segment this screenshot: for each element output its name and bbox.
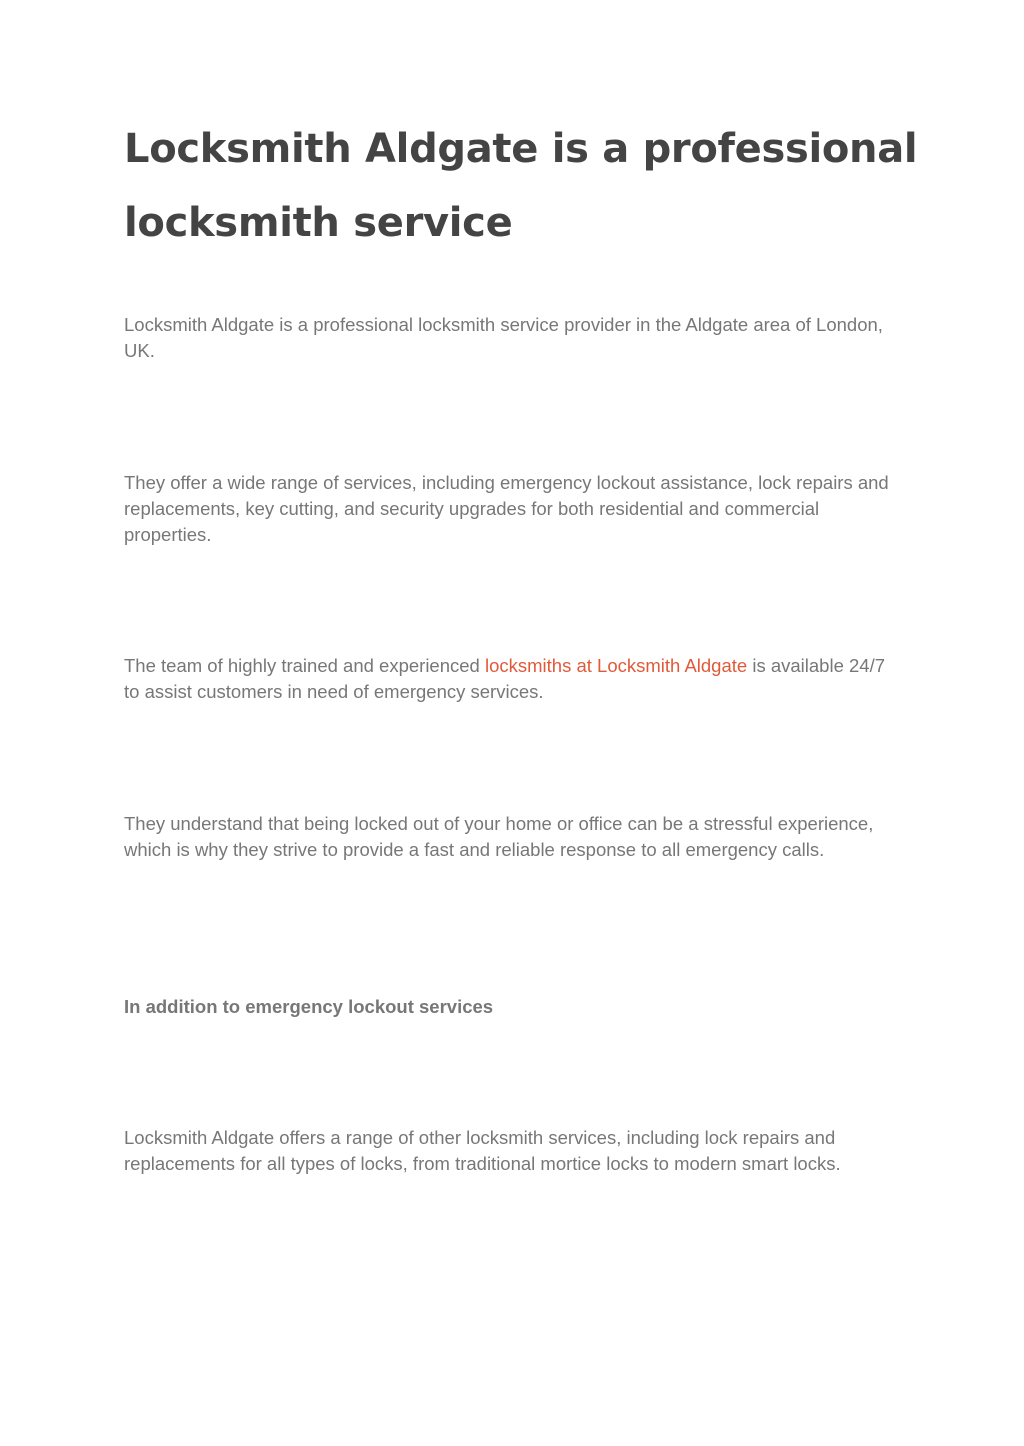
paragraph-understanding: They understand that being locked out of your home or office can be a stressful experience, which is why they strive to provide a fast and reliable response to all emergency calls. — [124, 813, 874, 860]
paragraph-team-text-start: The team of highly trained and experienced — [124, 655, 485, 676]
paragraph-other-services: Locksmith Aldgate offers a range of other locksmith services, including lock repairs and replacements for all types of locks, from traditional mortice locks to modern smart locks. — [124, 1127, 841, 1174]
locksmiths-link[interactable]: locksmiths at Locksmith Aldgate — [484, 655, 748, 676]
paragraph-intro: Locksmith Aldgate is a professional locksmith service provider in the Aldgate area of London, UK. — [124, 314, 883, 361]
page-title: Locksmith Aldgate is a professional locksmith service — [124, 126, 918, 246]
section-subheading: In addition to emergency lockout services — [124, 996, 494, 1017]
paragraph-services: They offer a wide range of services, including emergency lockout assistance, lock repairs and replacements, key cutting, and security upgrades for both residential and commercial properties. — [124, 472, 889, 545]
paragraph-team-text-end: is available 24/7 to assist customers in need of emergency services. — [124, 655, 885, 702]
paragraph-team — [124, 653, 904, 705]
